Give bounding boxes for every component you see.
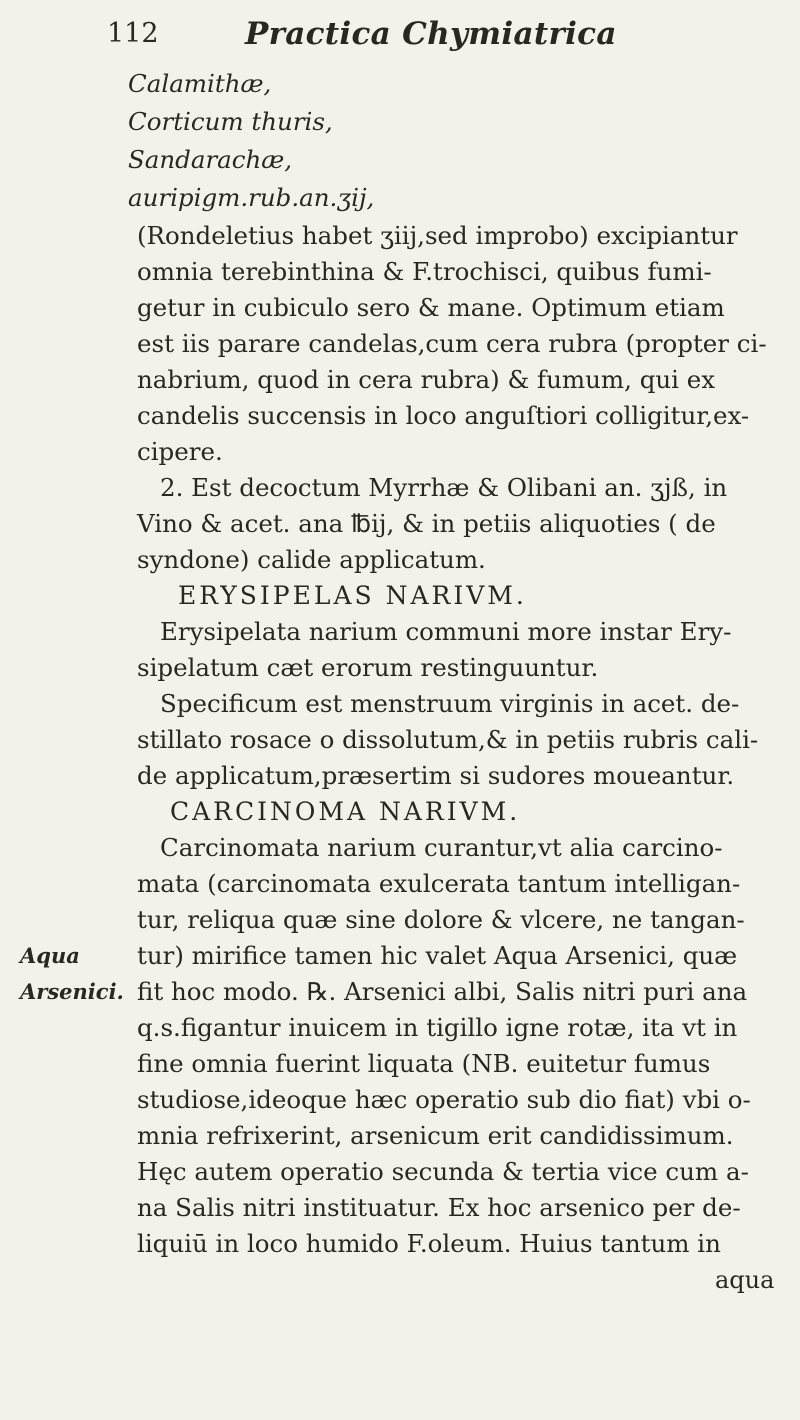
margin-note: Arsenici. [20, 979, 124, 1004]
recipe-item: Corticum thuris, [128, 107, 333, 136]
section-heading: ERYSIPELAS NARIVM. [178, 581, 527, 610]
body-line: getur in cubiculo sero & mane. Optimum etiam [137, 293, 725, 322]
body-line: Erysipelata narium communi more instar Ery- [160, 617, 732, 646]
body-line: Vino & acet. ana ℔ij, & in petiis aliquoties ( de [137, 509, 716, 538]
body-line: Carcinomata narium curantur,vt alia carcino- [160, 833, 723, 862]
body-line: est iis parare candelas,cum cera rubra (propter ci- [137, 329, 767, 358]
running-title: Practica Chymiatrica [245, 16, 617, 52]
body-line: (Rondeletius habet ʒiij,sed improbo) excipiantur [137, 221, 738, 250]
body-line: stillato rosace o dissolutum,& in petiis rubris cali- [137, 725, 759, 754]
body-line: sipelatum cæt erorum restinguuntur. [137, 653, 599, 682]
body-line: na Salis nitri instituatur. Ex hoc arsenico per de- [137, 1193, 741, 1222]
body-line: q.s.figantur inuicem in tigillo igne rotæ, ita vt in [137, 1013, 738, 1042]
body-line: de applicatum,præsertim si sudores moueantur. [137, 761, 735, 790]
body-line: omnia terebinthina & F.trochisci, quibus fumi- [137, 257, 712, 286]
page-header [0, 10, 800, 50]
recipe-item: Sandarachæ, [128, 145, 293, 174]
body-line: liquiū in loco humido F.oleum. Huius tantum in [137, 1229, 721, 1258]
body-line: cipere. [137, 437, 223, 466]
body-line: Specificum est menstruum virginis in acet. de- [160, 689, 740, 718]
margin-note: Aqua [20, 943, 80, 968]
section-heading: CARCINOMA NARIVM. [170, 797, 521, 826]
body-line: mata (carcinomata exulcerata tantum intelligan- [137, 869, 741, 898]
catchword: aqua [715, 1266, 775, 1294]
body-line: syndone) calide applicatum. [137, 545, 486, 574]
body-line: studiose,ideoque hæc operatio sub dio fiat) vbi o- [137, 1085, 751, 1114]
body-line: 2. Est decoctum Myrrhæ & Olibani an. ʒjß, in [160, 473, 728, 502]
body-line: fit hoc modo. ℞. Arsenici albi, Salis nitri puri ana [137, 977, 748, 1006]
body-line: Hęc autem operatio secunda & tertia vice cum a- [137, 1157, 749, 1186]
recipe-item: auripigm.rub.an.ʒij, [128, 183, 375, 212]
body-line: nabrium, quod in cera rubra) & fumum, qui ex [137, 365, 716, 394]
body-line: mnia refrixerint, arsenicum erit candidissimum. [137, 1121, 734, 1150]
body-line: tur) mirifice tamen hic valet Aqua Arsenici, quæ [137, 941, 738, 970]
body-line: tur, reliqua quæ sine dolore & vlcere, ne tangan- [137, 905, 745, 934]
body-line: fine omnia fuerint liquata (NB. euitetur fumus [137, 1049, 711, 1078]
body-line: candelis succensis in loco anguſtiori colligitur,ex- [137, 401, 750, 430]
recipe-item: Calamithæ, [128, 69, 272, 98]
page-number: 112 [107, 18, 159, 49]
